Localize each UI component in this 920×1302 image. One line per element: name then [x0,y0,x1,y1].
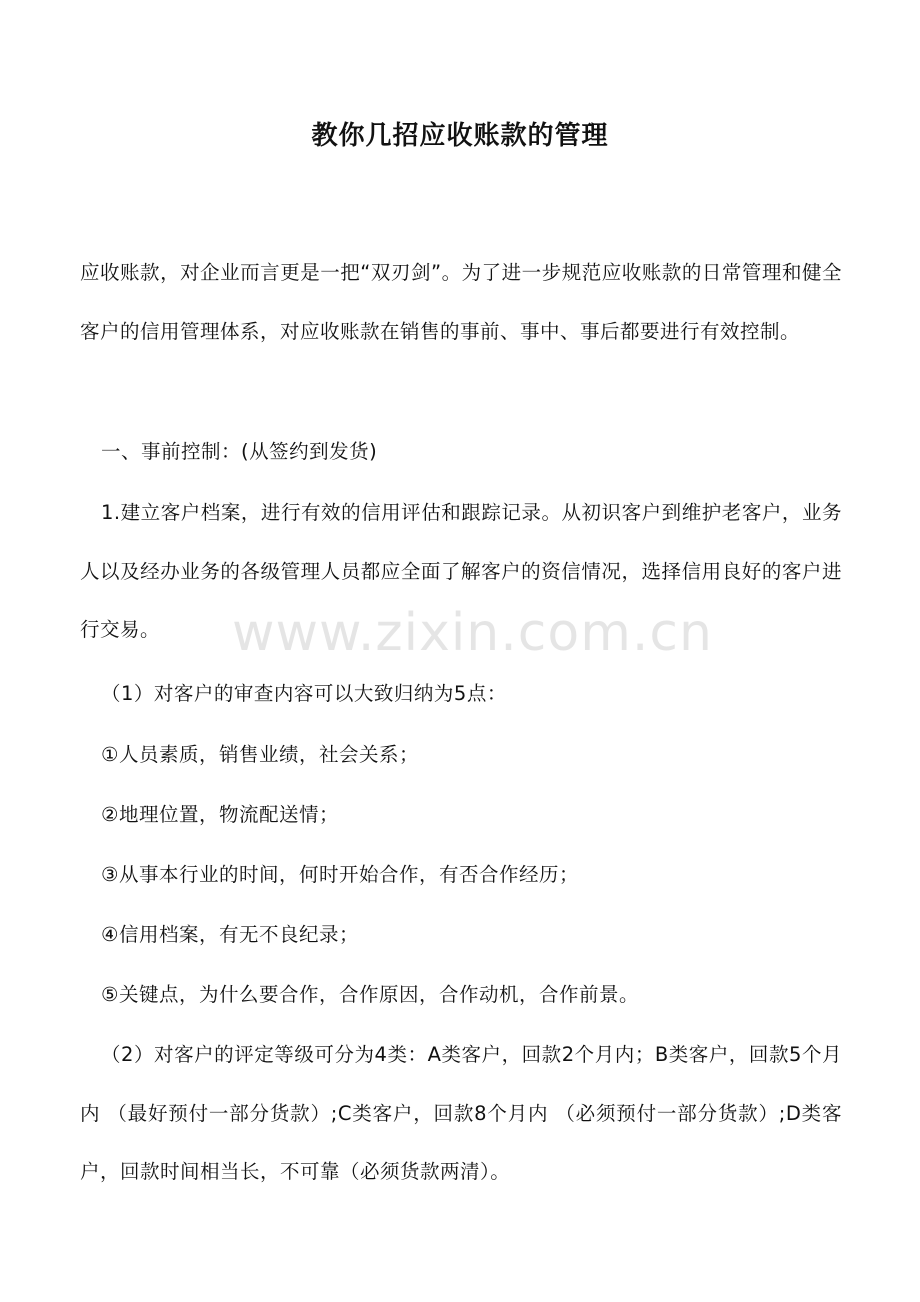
sub-point-1: （1）对客户的审查内容可以大致归纳为5点： [101,682,507,705]
criteria-item: ③从事本行业的时间，何时开始合作，有否合作经历； [101,863,579,886]
sub-point-2: （2）对客户的评定等级可分为4类：A类客户，回款2个月内；B类客户，回款5个月内 （最好预付一部分货款）;C类客户，回款8个月内 （必须预付一部分货款）;D类客户，回款时间相当长，不可靠（必须货款两清）。 [80,1043,842,1183]
criteria-item: ⑤关键点，为什么要合作，合作原因，合作动机，合作前景。 [101,983,639,1006]
item-1-text: 1.建立客户档案，进行有效的信用评估和跟踪记录。从初识客户到维护老客户，业务人以及经办业务的各级管理人员都应全面了解客户的资信情况，选择信用良好的客户进行交易。 [80,501,842,641]
sub-point-2-block [80,1026,842,1202]
criteria-item-1-block [80,726,842,785]
criteria-item-3-block [80,846,842,905]
criteria-item-2-block [80,786,842,845]
intro-text: 应收账款，对企业而言更是一把“双刃剑”。为了进一步规范应收账款的日常管理和健全客户的信用管理体系，对应收账款在销售的事前、事中、事后都要进行有效控制。 [80,261,842,343]
criteria-item-4-block [80,906,842,965]
criteria-item: ②地理位置，物流配送情； [101,803,339,826]
criteria-item: ④信用档案，有无不良纪录； [101,923,359,946]
criteria-item: ①人员素质，销售业绩，社会关系； [101,743,419,766]
intro-paragraph [80,244,842,361]
sub-point-1-block [80,665,842,724]
section-heading: 一、事前控制：(从签约到发货) [101,440,378,463]
section-heading-block [80,423,842,482]
criteria-item-5-block [80,966,842,1025]
item-1-paragraph [80,484,842,660]
watermark: www.zixin.com.cn [232,603,713,663]
document-title: 教你几招应收账款的管理 [311,121,609,151]
